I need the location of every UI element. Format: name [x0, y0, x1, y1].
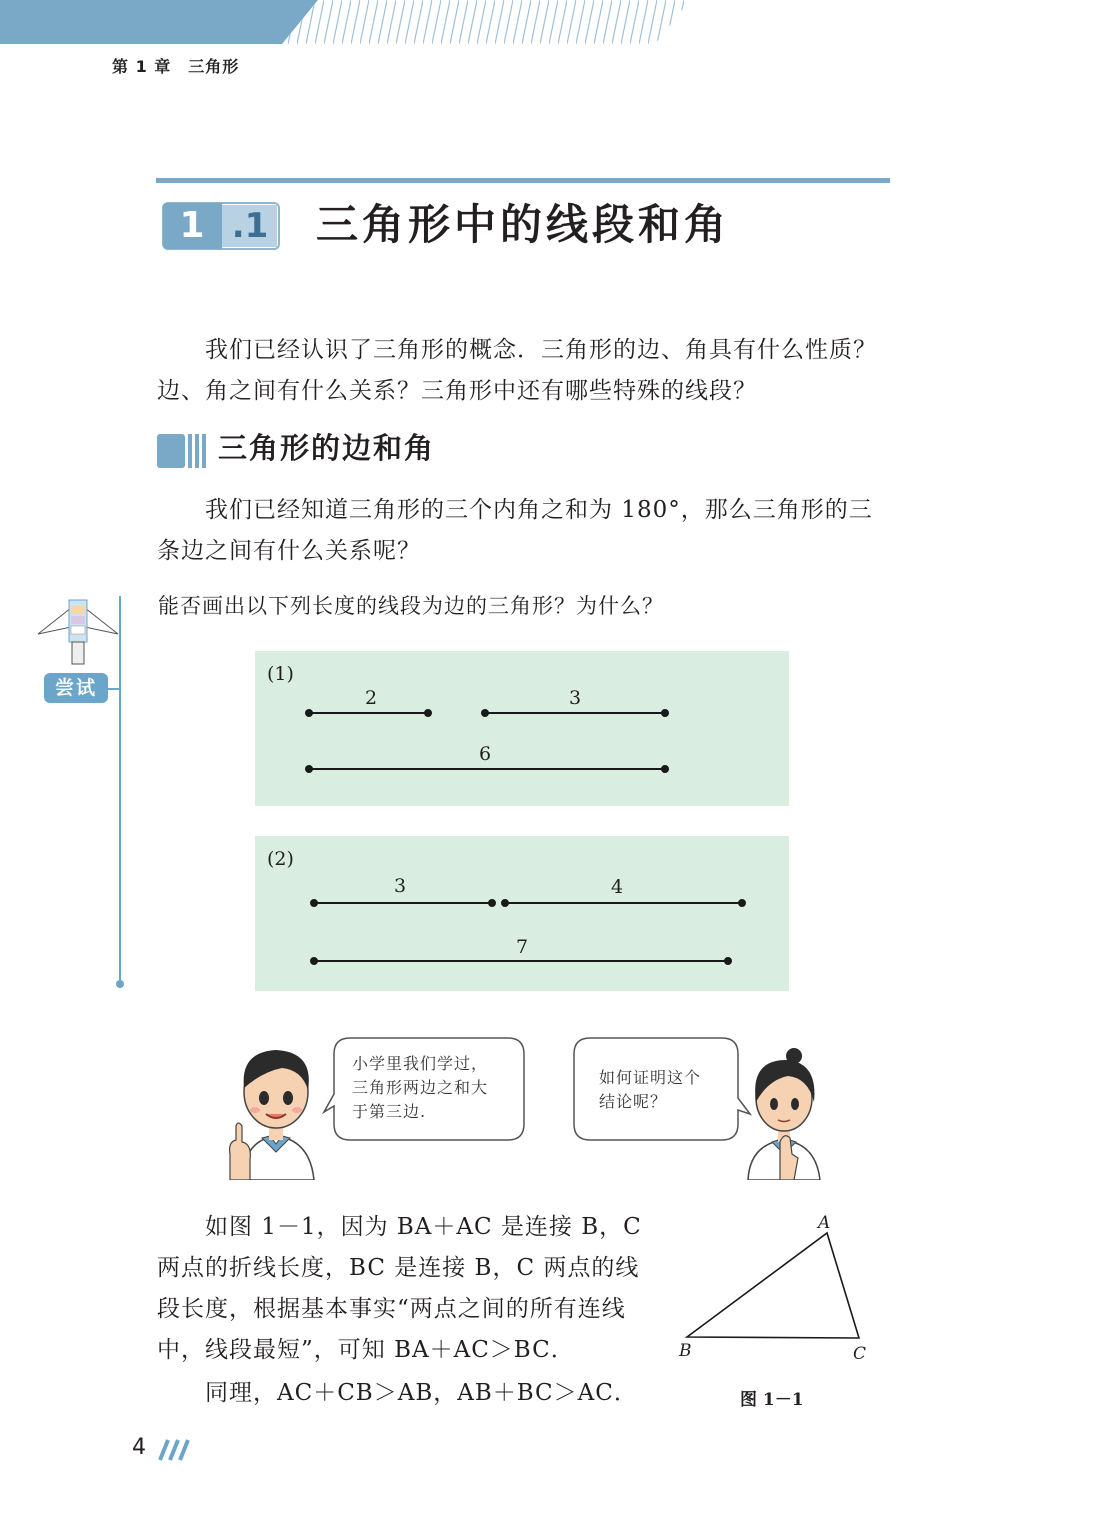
section-title: 三角形中的线段和角 [316, 200, 731, 249]
section-number-badge [162, 202, 280, 250]
paragraph-angle-sum: 我们已经知道三角形的三个内角之和为 180°，那么三角形的三条边之间有什么关系呢？ [157, 497, 873, 564]
segment-label: 3 [394, 875, 407, 897]
boy-speech-line: 于第三边. [352, 1102, 427, 1121]
vertex-label-c: C [853, 1344, 867, 1364]
segment-label: 2 [365, 687, 378, 709]
proof-paragraph: 如图 1－1，因为 BA＋AC 是连接 B，C 两点的折线长度，BC 是连接 B，C 两点的线段长度，根据基本事实“两点之间的所有连线中，线段最短”，可知 BA＋AC＞BC． [157, 1214, 642, 1363]
title-rule [156, 178, 890, 183]
try-question: 能否画出以下列长度的线段为边的三角形？为什么？ [158, 594, 664, 618]
page-number: 4 [132, 1435, 146, 1460]
try-label: 尝试 [44, 673, 108, 703]
girl-character-illustration [740, 1046, 830, 1180]
vertex-label-b: B [679, 1341, 692, 1361]
segment-label: 7 [516, 936, 529, 958]
boy-character-illustration [222, 1042, 332, 1180]
segment-set-box-1 [255, 651, 789, 806]
box-tag: (2) [267, 848, 294, 870]
box-tag: (1) [267, 663, 294, 685]
triangle-figure [675, 1212, 875, 1372]
section-number-minor: .1 [231, 206, 269, 246]
page-number-slashes-icon [150, 1438, 190, 1462]
segment-label: 4 [611, 876, 624, 898]
vertex-label-a: A [818, 1213, 831, 1233]
segment-label: 6 [479, 743, 492, 765]
drafting-tools-icon [36, 596, 120, 666]
girl-speech-line: 结论呢？ [599, 1092, 668, 1111]
section-number-major: 1 [179, 205, 205, 246]
intro-paragraph: 我们已经认识了三角形的概念．三角形的边、角具有什么性质？边、角之间有什么关系？三角形中还有哪些特殊的线段？ [157, 337, 877, 404]
subsection-title: 三角形的边和角 [218, 431, 436, 465]
boy-speech-line: 三角形两边之和大 [352, 1078, 489, 1097]
figure-caption: 图 1－1 [740, 1390, 804, 1410]
girl-speech-line: 如何证明这个 [599, 1068, 702, 1087]
girl-speech-text [599, 1066, 701, 1114]
header-band [0, 0, 1093, 44]
subsection-marker-icon [157, 434, 211, 468]
segment-set-box-2 [255, 836, 789, 991]
similarly-paragraph: 同理，AC＋CB＞AB，AB＋BC＞AC． [205, 1380, 638, 1406]
boy-speech-text [352, 1052, 488, 1124]
segment-label: 3 [569, 687, 582, 709]
try-sidebar-dot [116, 980, 124, 988]
boy-speech-line: 小学里我们学过， [352, 1054, 489, 1073]
chapter-header: 第 1 章 三角形 [112, 57, 240, 76]
